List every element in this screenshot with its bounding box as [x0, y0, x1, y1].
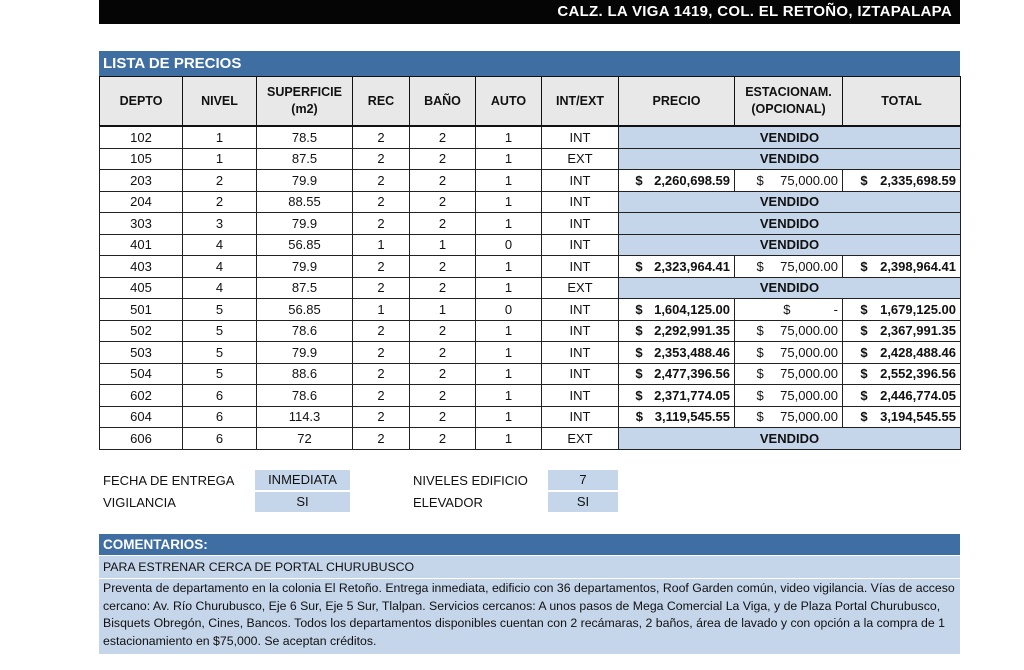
cell-estac — [735, 299, 843, 321]
amount: 2,398,964.41 — [880, 258, 956, 274]
cell-bano: 2 — [410, 363, 476, 385]
cell-rec: 2 — [353, 213, 410, 235]
cell-intext: INT — [542, 191, 619, 213]
cell-intext: INT — [542, 320, 619, 342]
cell-depto: 403 — [100, 256, 183, 278]
cell-intext: INT — [542, 342, 619, 364]
amount: 75,000.00 — [780, 172, 838, 188]
elevador-label: ELEVADOR — [413, 495, 483, 510]
comments-box — [99, 556, 960, 654]
cell-auto: 1 — [476, 320, 542, 342]
cell-intext: INT — [542, 385, 619, 407]
col-nivel: NIVEL — [183, 77, 257, 127]
cell-bano: 2 — [410, 342, 476, 364]
cell-total — [843, 342, 961, 364]
cell-bano: 2 — [410, 256, 476, 278]
cell-intext: EXT — [542, 148, 619, 170]
currency-symbol: $ — [756, 323, 764, 339]
table-row — [100, 428, 961, 450]
cell-superficie: 88.6 — [257, 363, 353, 385]
amount: 75,000.00 — [780, 409, 838, 425]
table-row — [100, 299, 961, 321]
amount: 2,353,488.46 — [654, 344, 730, 360]
cell-bano: 2 — [410, 213, 476, 235]
cell-rec: 2 — [353, 277, 410, 299]
status-vendido: VENDIDO — [619, 191, 961, 213]
table-row — [100, 406, 961, 428]
table-row — [100, 148, 961, 170]
cell-superficie: 78.6 — [257, 320, 353, 342]
cell-auto: 1 — [476, 277, 542, 299]
cell-bano: 2 — [410, 406, 476, 428]
cell-bano: 2 — [410, 320, 476, 342]
cell-auto: 1 — [476, 363, 542, 385]
cell-superficie: 87.5 — [257, 148, 353, 170]
cell-superficie: 79.9 — [257, 213, 353, 235]
cell-nivel: 6 — [183, 406, 257, 428]
cell-nivel: 6 — [183, 385, 257, 407]
table-row — [100, 191, 961, 213]
cell-nivel: 5 — [183, 342, 257, 364]
currency-symbol: $ — [635, 409, 643, 425]
cell-depto: 105 — [100, 148, 183, 170]
cell-bano: 2 — [410, 277, 476, 299]
table-row — [100, 342, 961, 364]
amount: 75,000.00 — [780, 258, 838, 274]
cell-auto: 1 — [476, 148, 542, 170]
cell-bano: 2 — [410, 385, 476, 407]
currency-symbol: $ — [635, 387, 643, 403]
cell-auto: 1 — [476, 191, 542, 213]
cell-superficie: 56.85 — [257, 234, 353, 256]
col-estac-line1: ESTACIONAM. — [745, 85, 832, 99]
cell-rec: 2 — [353, 191, 410, 213]
cell-rec: 2 — [353, 406, 410, 428]
status-vendido: VENDIDO — [619, 234, 961, 256]
cell-bano: 2 — [410, 170, 476, 192]
currency-symbol: $ — [635, 258, 643, 274]
table-row — [100, 213, 961, 235]
currency-symbol: $ — [756, 387, 764, 403]
cell-depto: 602 — [100, 385, 183, 407]
cell-intext: INT — [542, 126, 619, 148]
cell-bano: 2 — [410, 191, 476, 213]
cell-auto: 1 — [476, 406, 542, 428]
currency-symbol: $ — [860, 172, 868, 188]
status-vendido: VENDIDO — [619, 213, 961, 235]
currency-symbol: $ — [860, 258, 868, 274]
cell-nivel: 2 — [183, 170, 257, 192]
cell-precio — [619, 406, 735, 428]
cell-rec: 2 — [353, 170, 410, 192]
currency-symbol: $ — [860, 301, 868, 317]
cell-auto: 1 — [476, 126, 542, 148]
amount: 3,119,545.55 — [654, 409, 730, 425]
cell-auto: 0 — [476, 299, 542, 321]
comments-headline: PARA ESTRENAR CERCA DE PORTAL CHURUBUSCO — [99, 559, 960, 579]
cell-rec: 2 — [353, 363, 410, 385]
cell-bano: 1 — [410, 299, 476, 321]
cell-nivel: 4 — [183, 277, 257, 299]
cell-estac — [735, 406, 843, 428]
address-banner: CALZ. LA VIGA 1419, COL. EL RETOÑO, IZTAPALAPA — [99, 0, 960, 24]
cell-nivel: 5 — [183, 320, 257, 342]
cell-total — [843, 320, 961, 342]
cell-depto: 504 — [100, 363, 183, 385]
vigilancia-value: SI — [255, 492, 350, 512]
cell-rec: 2 — [353, 148, 410, 170]
currency-symbol: $ — [860, 323, 868, 339]
cell-auto: 1 — [476, 213, 542, 235]
col-intext: INT/EXT — [542, 77, 619, 127]
cell-depto: 303 — [100, 213, 183, 235]
amount: 2,552,396.56 — [880, 366, 956, 382]
cell-auto: 1 — [476, 342, 542, 364]
currency-symbol: $ — [635, 172, 643, 188]
table-row — [100, 363, 961, 385]
cell-estac — [735, 342, 843, 364]
fecha-entrega-label: FECHA DE ENTREGA — [103, 473, 235, 488]
amount: 2,335,698.59 — [880, 172, 956, 188]
amount: 75,000.00 — [780, 344, 838, 360]
cell-depto: 502 — [100, 320, 183, 342]
table-row — [100, 170, 961, 192]
niveles-edificio-value: 7 — [548, 470, 618, 490]
cell-superficie: 79.9 — [257, 342, 353, 364]
cell-precio — [619, 170, 735, 192]
cell-superficie: 72 — [257, 428, 353, 450]
currency-symbol: $ — [860, 366, 868, 382]
cell-depto: 606 — [100, 428, 183, 450]
cell-auto: 0 — [476, 234, 542, 256]
amount: 1,604,125.00 — [654, 301, 730, 317]
amount: 2,371,774.05 — [654, 387, 730, 403]
niveles-edificio-label: NIVELES EDIFICIO — [413, 473, 528, 488]
cell-depto: 604 — [100, 406, 183, 428]
amount: - — [833, 301, 838, 317]
cell-rec: 1 — [353, 234, 410, 256]
cell-estac — [735, 385, 843, 407]
cell-bano: 2 — [410, 126, 476, 148]
table-row — [100, 234, 961, 256]
cell-nivel: 4 — [183, 234, 257, 256]
status-vendido: VENDIDO — [619, 277, 961, 299]
col-bano: BAÑO — [410, 77, 476, 127]
cell-superficie: 56.85 — [257, 299, 353, 321]
cell-auto: 1 — [476, 170, 542, 192]
cell-intext: EXT — [542, 428, 619, 450]
cell-depto: 503 — [100, 342, 183, 364]
amount: 2,477,396.56 — [654, 366, 730, 382]
table-row — [100, 277, 961, 299]
cell-precio — [619, 256, 735, 278]
col-total: TOTAL — [843, 77, 961, 127]
cell-superficie: 88.55 — [257, 191, 353, 213]
currency-symbol: $ — [860, 409, 868, 425]
table-row — [100, 385, 961, 407]
cell-estac — [735, 170, 843, 192]
currency-symbol: $ — [756, 172, 764, 188]
cell-intext: INT — [542, 299, 619, 321]
cell-intext: INT — [542, 406, 619, 428]
cell-superficie: 78.6 — [257, 385, 353, 407]
cell-depto: 203 — [100, 170, 183, 192]
amount: 1,679,125.00 — [880, 301, 956, 317]
cell-auto: 1 — [476, 256, 542, 278]
currency-symbol: $ — [860, 387, 868, 403]
currency-symbol: $ — [860, 344, 868, 360]
currency-symbol: $ — [783, 301, 791, 317]
cell-intext: EXT — [542, 277, 619, 299]
fecha-entrega-value: INMEDIATA — [255, 470, 350, 490]
cell-intext: INT — [542, 363, 619, 385]
table-header-row — [100, 77, 961, 127]
table-row — [100, 320, 961, 342]
cell-intext: INT — [542, 234, 619, 256]
cell-auto: 1 — [476, 428, 542, 450]
elevador-value: SI — [548, 492, 618, 512]
cell-total — [843, 170, 961, 192]
cell-depto: 204 — [100, 191, 183, 213]
currency-symbol: $ — [756, 409, 764, 425]
cell-superficie: 78.5 — [257, 126, 353, 148]
cell-precio — [619, 363, 735, 385]
col-superficie-line1: SUPERFICIE — [266, 85, 342, 99]
amount: 3,194,545.55 — [880, 409, 956, 425]
amount: 75,000.00 — [780, 323, 838, 339]
cell-nivel: 5 — [183, 299, 257, 321]
cell-rec: 2 — [353, 385, 410, 407]
cell-precio — [619, 385, 735, 407]
currency-symbol: $ — [756, 366, 764, 382]
cell-depto: 401 — [100, 234, 183, 256]
cell-bano: 1 — [410, 234, 476, 256]
cell-auto: 1 — [476, 385, 542, 407]
cell-precio — [619, 299, 735, 321]
cell-nivel: 1 — [183, 126, 257, 148]
cell-nivel: 5 — [183, 363, 257, 385]
col-precio: PRECIO — [619, 77, 735, 127]
cell-nivel: 1 — [183, 148, 257, 170]
cell-superficie: 79.9 — [257, 170, 353, 192]
price-list-title: LISTA DE PRECIOS — [99, 51, 960, 76]
amount: 75,000.00 — [780, 387, 838, 403]
table-row — [100, 126, 961, 148]
cell-superficie: 87.5 — [257, 277, 353, 299]
currency-symbol: $ — [635, 344, 643, 360]
cell-total — [843, 256, 961, 278]
cell-intext: INT — [542, 256, 619, 278]
cell-bano: 2 — [410, 428, 476, 450]
cell-nivel: 3 — [183, 213, 257, 235]
cell-depto: 102 — [100, 126, 183, 148]
cell-depto: 405 — [100, 277, 183, 299]
amount: 2,323,964.41 — [654, 258, 730, 274]
cell-rec: 2 — [353, 126, 410, 148]
cell-intext: INT — [542, 213, 619, 235]
cell-rec: 1 — [353, 299, 410, 321]
comments-body: Preventa de departamento en la colonia El Retoño. Entrega inmediata, edificio con 36 departamentos, Roof Garden común, video vigilancia. Vías de acceso cercano: Av. Río Churubusco, Eje 6 Sur, Eje 5 Sur, Tlalpan. Servicios cercanos: A unos pasos de Mega Comercial La Viga, y de Plaza Portal Churubusco, Bisquets Obregón, Cines, Bancos. Todos los departamentos disponibles cuentan con 2 recámaras, 2 baños, área de lavado y con opción a la compra de 1 estacionamiento en $75,000. Se aceptan créditos. — [103, 580, 955, 649]
status-vendido: VENDIDO — [619, 126, 961, 148]
currency-symbol: $ — [756, 344, 764, 360]
cell-rec: 2 — [353, 256, 410, 278]
comentarios-title: COMENTARIOS: — [99, 534, 960, 555]
cell-nivel: 6 — [183, 428, 257, 450]
price-table — [99, 76, 961, 450]
cell-depto: 501 — [100, 299, 183, 321]
status-vendido: VENDIDO — [619, 148, 961, 170]
cell-total — [843, 406, 961, 428]
currency-symbol: $ — [756, 258, 764, 274]
amount: 2,260,698.59 — [654, 172, 730, 188]
col-rec: REC — [353, 77, 410, 127]
currency-symbol: $ — [635, 323, 643, 339]
cell-total — [843, 385, 961, 407]
currency-symbol: $ — [635, 366, 643, 382]
cell-precio — [619, 342, 735, 364]
cell-rec: 2 — [353, 428, 410, 450]
table-row — [100, 256, 961, 278]
price-rows — [100, 126, 961, 449]
amount: 2,428,488.46 — [880, 344, 956, 360]
col-depto: DEPTO — [100, 77, 183, 127]
cell-estac — [735, 256, 843, 278]
currency-symbol: $ — [635, 301, 643, 317]
col-estac-line2: (OPCIONAL) — [751, 102, 826, 116]
amount: 2,446,774.05 — [880, 387, 956, 403]
cell-superficie: 79.9 — [257, 256, 353, 278]
cell-estac — [735, 363, 843, 385]
status-vendido: VENDIDO — [619, 428, 961, 450]
vigilancia-label: VIGILANCIA — [103, 495, 176, 510]
cell-total — [843, 363, 961, 385]
cell-rec: 2 — [353, 342, 410, 364]
amount: 75,000.00 — [780, 366, 838, 382]
col-estacionamiento — [735, 77, 843, 127]
cell-precio — [619, 320, 735, 342]
cell-bano: 2 — [410, 148, 476, 170]
col-superficie-line2: (m2) — [291, 102, 318, 116]
cell-rec: 2 — [353, 320, 410, 342]
col-superficie — [257, 77, 353, 127]
col-auto: AUTO — [476, 77, 542, 127]
cell-estac — [735, 320, 843, 342]
cell-nivel: 4 — [183, 256, 257, 278]
cell-intext: INT — [542, 170, 619, 192]
amount: 2,292,991.35 — [654, 323, 730, 339]
cell-total — [843, 299, 961, 321]
cell-nivel: 2 — [183, 191, 257, 213]
cell-superficie: 114.3 — [257, 406, 353, 428]
amount: 2,367,991.35 — [880, 323, 956, 339]
